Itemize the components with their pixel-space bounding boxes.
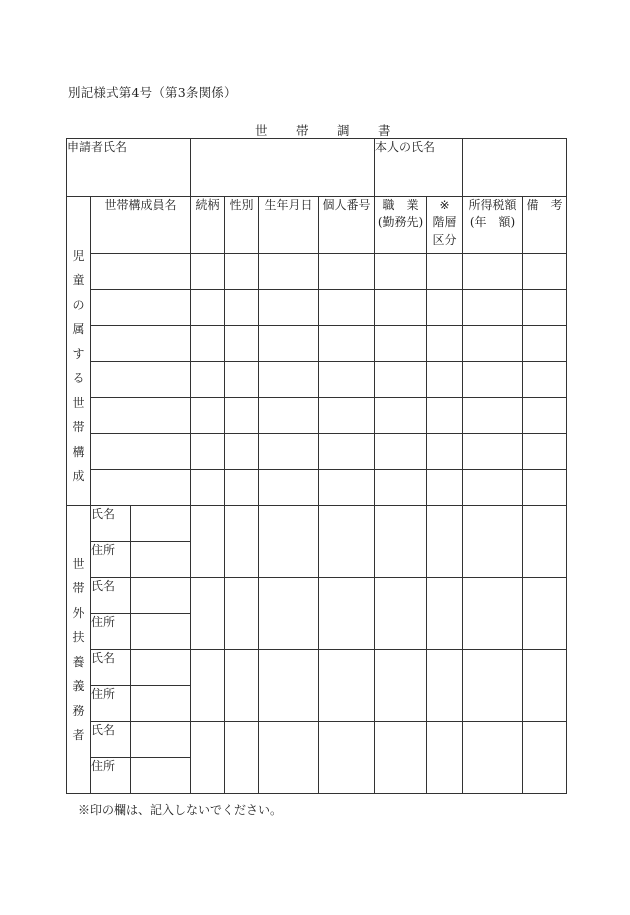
sex-cell[interactable] — [225, 650, 259, 722]
relationship-cell[interactable] — [191, 362, 225, 398]
occupation-cell[interactable] — [375, 326, 427, 362]
table-row — [67, 398, 567, 434]
sex-cell[interactable] — [225, 326, 259, 362]
income-tax-cell[interactable] — [463, 326, 523, 362]
section-char: す — [72, 346, 85, 361]
table-row — [67, 434, 567, 470]
sex-cell[interactable] — [225, 398, 259, 434]
section-char: 養 — [72, 654, 85, 669]
remarks-cell[interactable] — [523, 578, 567, 650]
household-survey-table — [66, 138, 567, 794]
col-occupation-line1: 職 業 — [382, 198, 419, 212]
section-char: の — [72, 297, 85, 312]
remarks-cell[interactable] — [523, 326, 567, 362]
section-char: 扶 — [72, 630, 85, 644]
remarks-cell[interactable] — [523, 362, 567, 398]
col-income-tax — [463, 197, 523, 254]
birthdate-cell[interactable] — [259, 650, 319, 722]
table-row — [67, 362, 567, 398]
section-char: 世 — [72, 395, 85, 410]
relationship-cell[interactable] — [191, 578, 225, 650]
income-tax-cell[interactable] — [463, 362, 523, 398]
obligor-address-label: 住所 — [91, 614, 131, 650]
col-personal-number: 個人番号 — [319, 197, 375, 254]
class-cell — [427, 722, 463, 794]
birthdate-cell[interactable] — [259, 722, 319, 794]
relationship-cell[interactable] — [191, 434, 225, 470]
obligor-address-field[interactable] — [131, 542, 191, 578]
section-char: 義 — [72, 679, 85, 693]
personal-number-cell[interactable] — [319, 290, 375, 326]
birthdate-cell[interactable] — [259, 254, 319, 290]
income-tax-cell[interactable] — [463, 434, 523, 470]
remarks-cell[interactable] — [523, 650, 567, 722]
section-char: 外 — [72, 605, 85, 620]
col-sex: 性別 — [225, 197, 259, 254]
title-char: 帯 — [296, 123, 310, 138]
section-char: る — [72, 371, 85, 385]
obligor-address-field[interactable] — [131, 686, 191, 722]
occupation-cell[interactable] — [375, 722, 427, 794]
occupation-cell[interactable] — [375, 398, 427, 434]
class-cell — [427, 434, 463, 470]
sex-cell[interactable] — [225, 506, 259, 578]
occupation-cell[interactable] — [375, 650, 427, 722]
remarks-cell[interactable] — [523, 254, 567, 290]
col-member-name: 世帯構成員名 — [91, 197, 191, 254]
obligor-address-label: 住所 — [91, 542, 131, 578]
class-cell — [427, 254, 463, 290]
personal-number-cell[interactable] — [319, 398, 375, 434]
birthdate-cell[interactable] — [259, 578, 319, 650]
sex-cell[interactable] — [225, 722, 259, 794]
relationship-cell[interactable] — [191, 290, 225, 326]
household-section-label — [67, 197, 91, 506]
personal-number-cell[interactable] — [319, 362, 375, 398]
class-cell — [427, 506, 463, 578]
col-occupation-line2: (勤務先) — [377, 215, 424, 230]
obligor-address-label: 住所 — [91, 758, 131, 794]
col-occupation — [375, 197, 427, 254]
personal-number-cell[interactable] — [319, 650, 375, 722]
income-tax-cell[interactable] — [463, 470, 523, 506]
col-class-line1: ※ — [439, 198, 450, 212]
personal-number-cell[interactable] — [319, 506, 375, 578]
income-tax-cell[interactable] — [463, 578, 523, 650]
relationship-cell[interactable] — [191, 506, 225, 578]
section-char: 児 — [72, 248, 85, 263]
sex-cell[interactable] — [225, 254, 259, 290]
section-char: 構 — [72, 444, 85, 459]
sex-cell[interactable] — [225, 434, 259, 470]
income-tax-cell[interactable] — [463, 398, 523, 434]
obligor-name-row — [67, 722, 567, 758]
occupation-cell[interactable] — [375, 470, 427, 506]
birthdate-cell[interactable] — [259, 362, 319, 398]
self-name-label: 本人の氏名 — [375, 139, 463, 197]
personal-number-cell[interactable] — [319, 326, 375, 362]
section-char: 務 — [72, 703, 85, 718]
member-name-cell[interactable] — [91, 434, 191, 470]
obligor-name-row — [67, 650, 567, 686]
birthdate-cell[interactable] — [259, 398, 319, 434]
obligor-name-label: 氏名 — [91, 578, 131, 614]
member-name-cell[interactable] — [91, 326, 191, 362]
class-cell — [427, 326, 463, 362]
table-row — [67, 254, 567, 290]
section-char: 帯 — [72, 420, 85, 434]
applicant-row — [67, 139, 567, 197]
income-tax-cell[interactable] — [463, 650, 523, 722]
section-char: 帯 — [72, 581, 85, 595]
remarks-cell[interactable] — [523, 506, 567, 578]
birthdate-cell[interactable] — [259, 470, 319, 506]
relationship-cell[interactable] — [191, 722, 225, 794]
class-cell — [427, 398, 463, 434]
remarks-cell[interactable] — [523, 470, 567, 506]
applicant-name-field[interactable] — [191, 139, 375, 197]
occupation-cell[interactable] — [375, 290, 427, 326]
applicant-name-label: 申請者氏名 — [67, 139, 191, 197]
obligor-name-row — [67, 578, 567, 614]
title-char: 書 — [378, 123, 392, 138]
personal-number-cell[interactable] — [319, 722, 375, 794]
class-cell — [427, 650, 463, 722]
obligor-name-label: 氏名 — [91, 722, 131, 758]
title-char: 調 — [337, 123, 351, 138]
occupation-cell[interactable] — [375, 506, 427, 578]
remarks-cell[interactable] — [523, 434, 567, 470]
col-income-tax-line1: 所得税額 — [468, 198, 517, 212]
obligor-name-label: 氏名 — [91, 506, 131, 542]
col-class-line2: 階層 — [432, 215, 457, 230]
obligor-name-field[interactable] — [131, 722, 191, 758]
member-name-cell[interactable] — [91, 254, 191, 290]
relationship-cell[interactable] — [191, 398, 225, 434]
obligor-address-field[interactable] — [131, 758, 191, 794]
class-cell — [427, 470, 463, 506]
personal-number-cell[interactable] — [319, 254, 375, 290]
relationship-cell[interactable] — [191, 254, 225, 290]
self-name-field[interactable] — [463, 139, 567, 197]
obligor-name-label: 氏名 — [91, 650, 131, 686]
column-header-row — [67, 197, 567, 254]
obligor-name-field[interactable] — [131, 578, 191, 614]
remarks-cell[interactable] — [523, 722, 567, 794]
personal-number-cell[interactable] — [319, 470, 375, 506]
income-tax-cell[interactable] — [463, 254, 523, 290]
section-char: 成 — [72, 469, 85, 483]
birthdate-cell[interactable] — [259, 434, 319, 470]
obligor-name-field[interactable] — [131, 506, 191, 542]
section-char: 属 — [72, 322, 85, 336]
col-birthdate: 生年月日 — [259, 197, 319, 254]
occupation-cell[interactable] — [375, 362, 427, 398]
remarks-cell[interactable] — [523, 398, 567, 434]
personal-number-cell[interactable] — [319, 434, 375, 470]
col-remarks: 備 考 — [523, 197, 567, 254]
col-income-tax-line2: (年 額) — [469, 215, 516, 230]
col-relationship: 続柄 — [191, 197, 225, 254]
occupation-cell[interactable] — [375, 434, 427, 470]
birthdate-cell[interactable] — [259, 506, 319, 578]
birthdate-cell[interactable] — [259, 326, 319, 362]
member-name-cell[interactable] — [91, 398, 191, 434]
occupation-cell[interactable] — [375, 254, 427, 290]
income-tax-cell[interactable] — [463, 506, 523, 578]
obligor-name-row — [67, 506, 567, 542]
form-number-label: 別記様式第4号（第3条関係） — [68, 85, 237, 100]
member-name-cell[interactable] — [91, 290, 191, 326]
section-char: 童 — [72, 273, 85, 287]
relationship-cell[interactable] — [191, 650, 225, 722]
sex-cell[interactable] — [225, 290, 259, 326]
sex-cell[interactable] — [225, 470, 259, 506]
birthdate-cell[interactable] — [259, 290, 319, 326]
sex-cell[interactable] — [225, 578, 259, 650]
obligor-address-label: 住所 — [91, 686, 131, 722]
personal-number-cell[interactable] — [319, 578, 375, 650]
form-title — [255, 121, 391, 139]
income-tax-cell[interactable] — [463, 290, 523, 326]
class-cell — [427, 290, 463, 326]
col-class — [427, 197, 463, 254]
class-cell — [427, 578, 463, 650]
remarks-cell[interactable] — [523, 290, 567, 326]
table-row — [67, 470, 567, 506]
income-tax-cell[interactable] — [463, 722, 523, 794]
relationship-cell[interactable] — [191, 470, 225, 506]
obligor-name-field[interactable] — [131, 650, 191, 686]
obligor-address-field[interactable] — [131, 614, 191, 650]
sex-cell[interactable] — [225, 362, 259, 398]
section-char: 世 — [72, 556, 85, 571]
member-name-cell[interactable] — [91, 362, 191, 398]
title-char: 世 — [255, 123, 269, 138]
outside-section-label — [67, 506, 91, 794]
table-row — [67, 326, 567, 362]
table-row — [67, 290, 567, 326]
col-class-line3: 区分 — [432, 232, 457, 247]
relationship-cell[interactable] — [191, 326, 225, 362]
section-char: 者 — [72, 728, 85, 742]
occupation-cell[interactable] — [375, 578, 427, 650]
class-cell — [427, 362, 463, 398]
member-name-cell[interactable] — [91, 470, 191, 506]
footnote: ※印の欄は、記入しないでください。 — [78, 803, 283, 817]
